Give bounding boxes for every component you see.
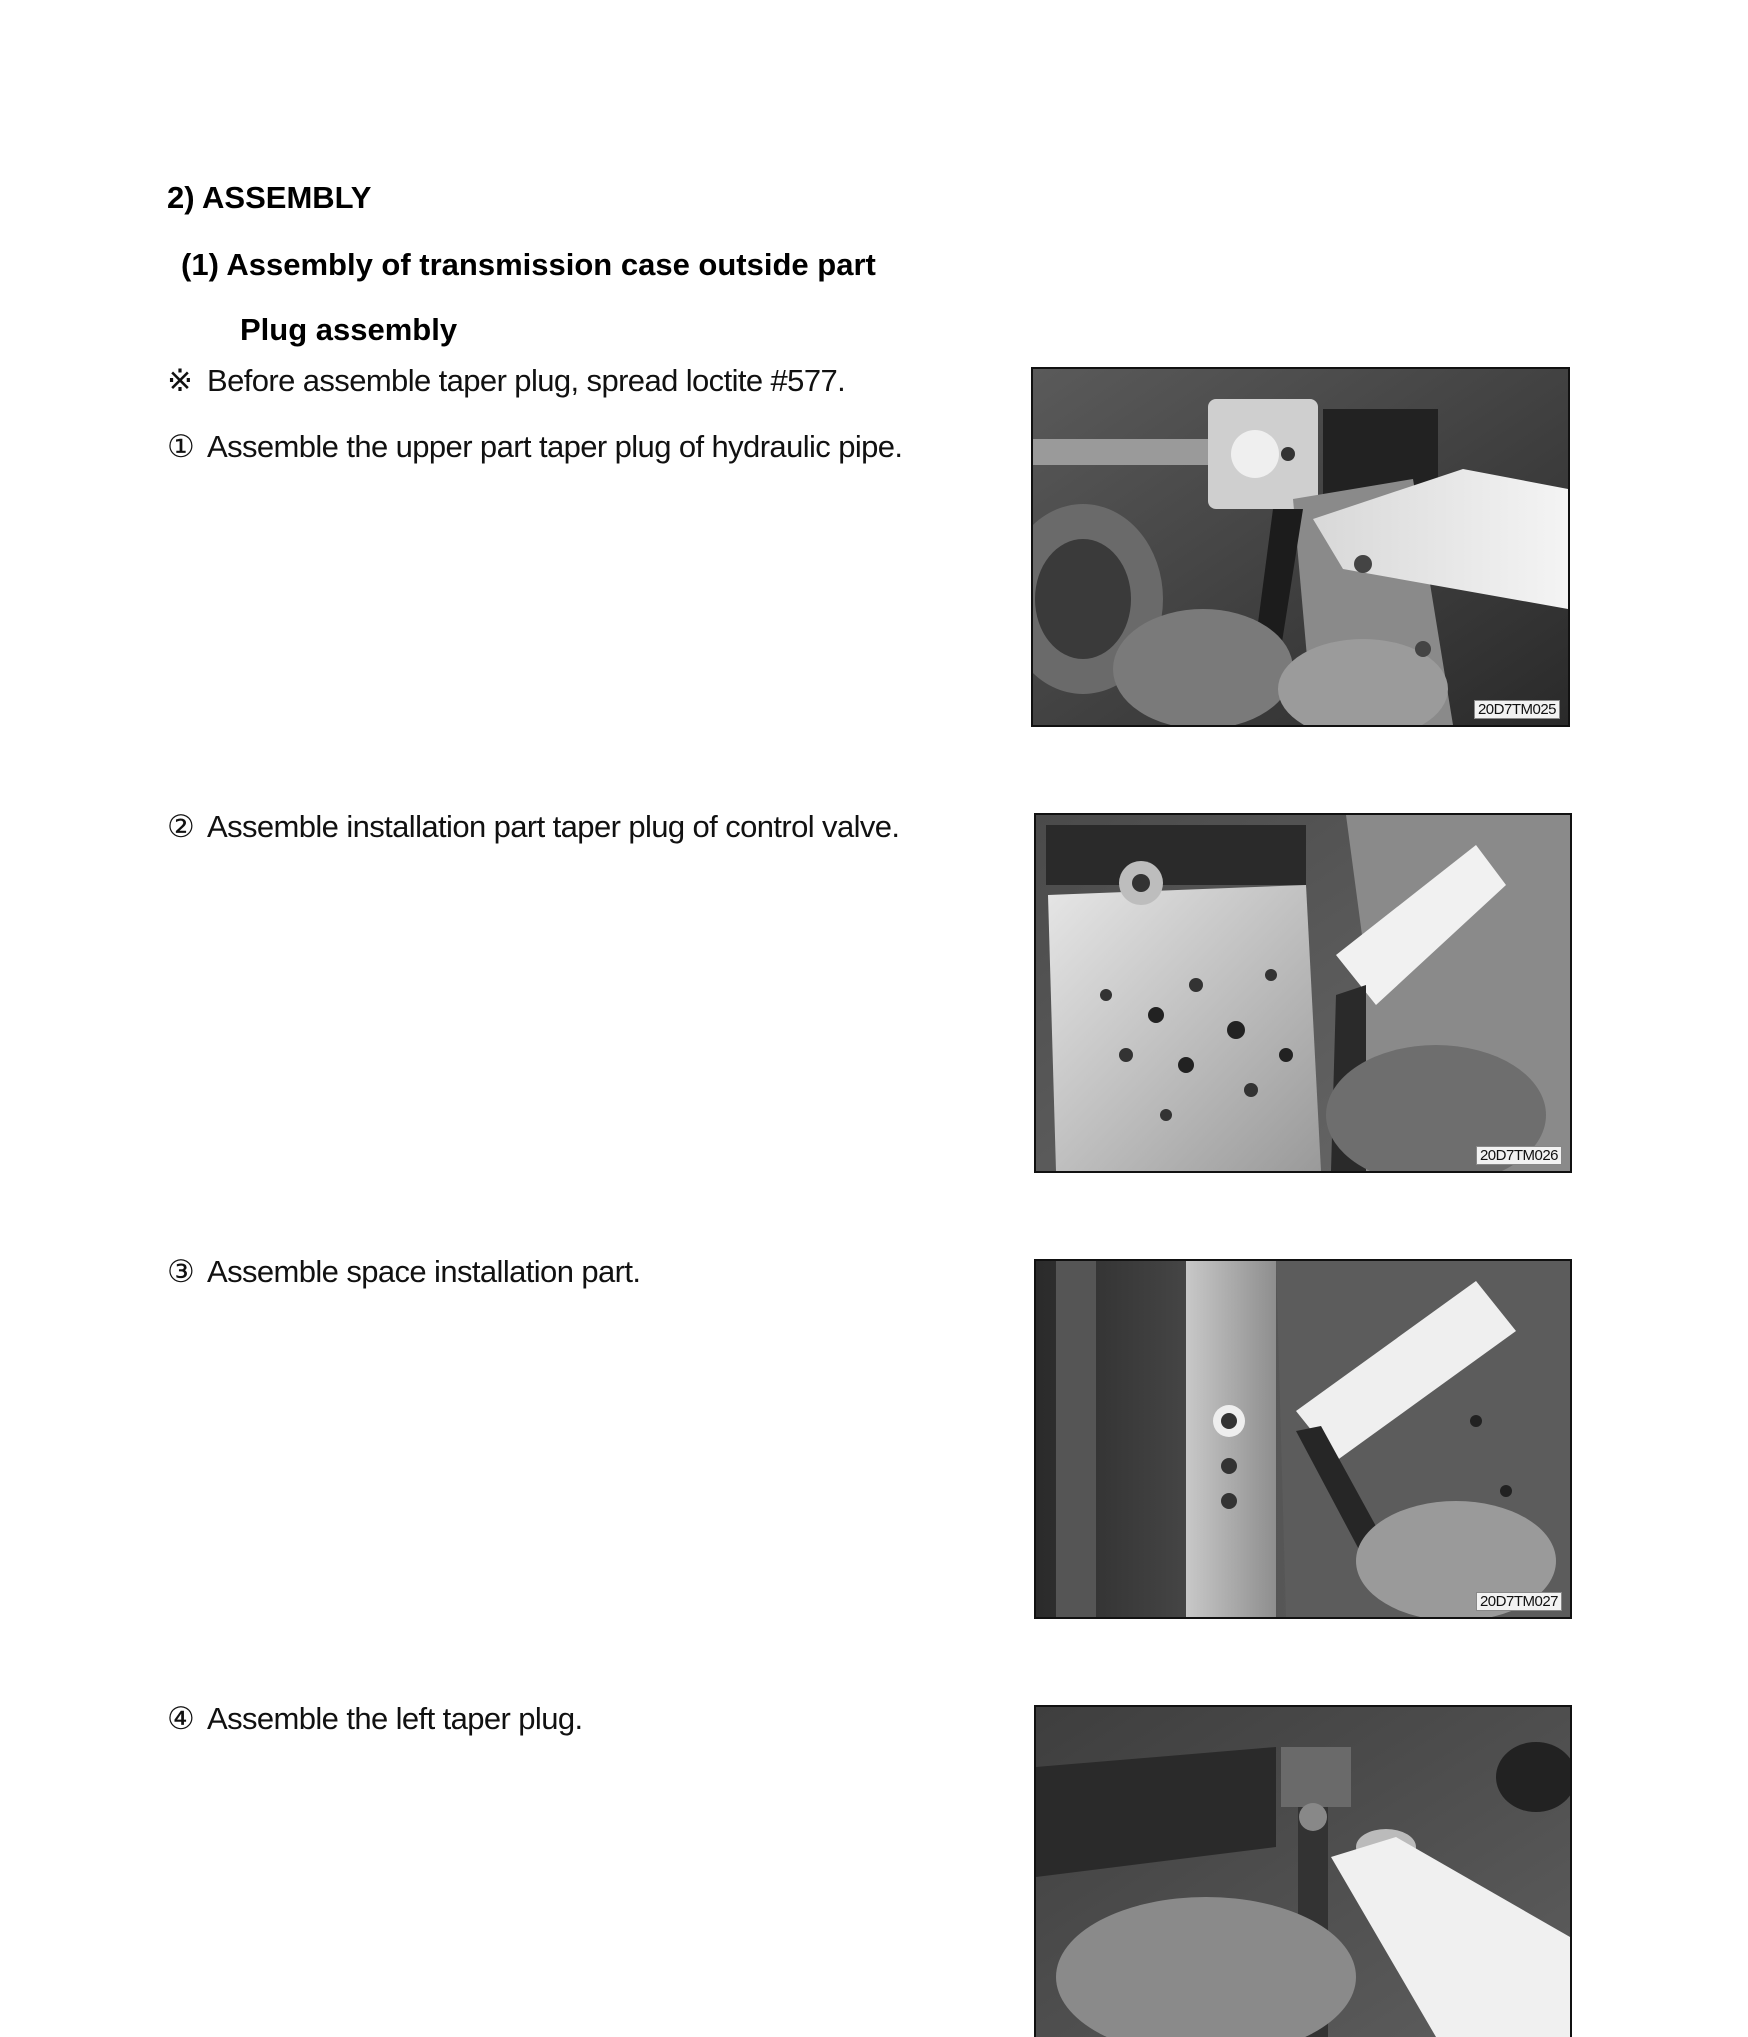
- section-title: 2) ASSEMBLY: [167, 180, 372, 215]
- step-4: [167, 1700, 583, 1738]
- step-4-photo: [1034, 1705, 1572, 2037]
- step-3-text: Assemble space installation part.: [207, 1254, 641, 1289]
- step-3: [167, 1253, 640, 1291]
- step-3-number: ③: [167, 1254, 195, 1289]
- note-line: [167, 362, 845, 400]
- step-3-photo: [1034, 1259, 1572, 1619]
- section-subtitle: (1) Assembly of transmission case outside part: [181, 247, 876, 282]
- step-3-photo-code: 20D7TM027: [1476, 1592, 1562, 1611]
- step-1-photo: [1031, 367, 1570, 727]
- step-2-photo-code: 20D7TM026: [1476, 1146, 1562, 1165]
- subsection-title: Plug assembly: [240, 312, 458, 347]
- step-4-text: Assemble the left taper plug.: [207, 1701, 583, 1736]
- step-1: [167, 428, 902, 466]
- step-2-photo-image: [1036, 815, 1570, 1171]
- note-text: Before assemble taper plug, spread loctite #577.: [207, 363, 846, 398]
- step-2: [167, 808, 899, 846]
- step-2-text: Assemble installation part taper plug of control valve.: [207, 809, 900, 844]
- step-4-number: ④: [167, 1701, 195, 1736]
- step-2-number: ②: [167, 809, 195, 844]
- step-1-photo-image: [1033, 369, 1568, 725]
- step-1-number: ①: [167, 429, 195, 464]
- step-4-photo-image: [1036, 1707, 1570, 2037]
- step-3-photo-image: [1036, 1261, 1570, 1617]
- step-1-photo-code: 20D7TM025: [1474, 700, 1560, 719]
- step-2-photo: [1034, 813, 1572, 1173]
- step-1-text: Assemble the upper part taper plug of hydraulic pipe.: [207, 429, 903, 464]
- note-mark: ※: [167, 363, 193, 398]
